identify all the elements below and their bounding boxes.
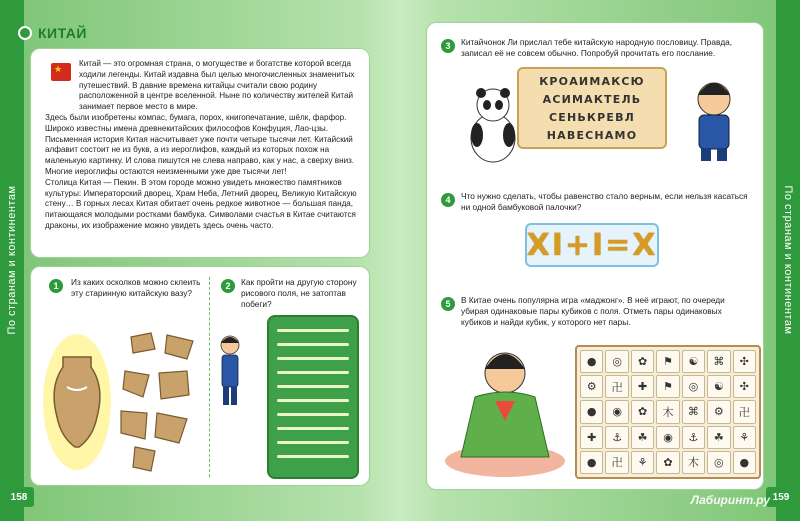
mahjong-tile[interactable]: ⚑ <box>656 375 679 398</box>
mahjong-tile[interactable]: 卍 <box>605 375 628 398</box>
page-number-right: 159 <box>766 487 796 507</box>
task-text: Что нужно сделать, чтобы равенство стало верным, если нельзя касаться ни одной бамбуковой палочки? <box>461 191 748 212</box>
mahjong-tile[interactable]: ⌘ <box>682 400 705 423</box>
mahjong-tile[interactable]: ✿ <box>631 350 654 373</box>
task-number: 3 <box>441 39 455 53</box>
mahjong-tile[interactable]: ✿ <box>631 400 654 423</box>
proverb-line: КРОАИМАКСЮ <box>539 75 645 88</box>
proverb-line: СЕНЬКРЕВЛ <box>548 111 636 124</box>
mahjong-tile[interactable]: ⚘ <box>733 426 756 449</box>
dashed-divider <box>209 277 210 477</box>
side-label-right: По странам и континентам <box>782 185 794 335</box>
proverb-line: НАВЕСНАМО <box>546 129 638 142</box>
task-text: В Китае очень популярна игра «маджонг». В неё играют, по очереди убирая одинаковые пары кубиков с поля. Отметь пары одинаковых кубиков и найди кубик, у которого нет пары. <box>461 295 725 327</box>
task-text: Китайчонок Ли прислал тебе китайскую народную пословицу. Правда, записал её не совсем обычно. Попробуй прочитать его послание. <box>461 37 733 58</box>
chinese-boy-li-illustration <box>679 75 749 165</box>
proverb-line: АСИМАКТЕЛЬ <box>542 93 642 106</box>
intro-panel <box>30 48 370 258</box>
mahjong-tile[interactable]: ✚ <box>631 375 654 398</box>
mahjong-tile[interactable]: ✣ <box>733 350 756 373</box>
mahjong-tile[interactable]: ◉ <box>605 400 628 423</box>
mahjong-tile[interactable]: ✣ <box>733 375 756 398</box>
rice-field-maze[interactable] <box>267 315 359 479</box>
vase-puzzle-illustration <box>39 327 207 477</box>
task-number: 2 <box>221 279 235 293</box>
mahjong-tile[interactable]: 卍 <box>605 451 628 474</box>
mahjong-tile[interactable]: ✚ <box>580 426 603 449</box>
mahjong-board[interactable] <box>575 345 761 479</box>
page-number-left: 158 <box>4 487 34 507</box>
intro-text <box>45 59 361 232</box>
mahjong-tile[interactable]: ⚓ <box>682 426 705 449</box>
mahjong-tile[interactable]: 木 <box>656 400 679 423</box>
bamboo-equation-box <box>525 223 659 267</box>
proverb-scroll <box>517 67 667 149</box>
mahjong-tile[interactable]: ● <box>580 350 603 373</box>
task-text: Как пройти на другую сторону рисового поля, не затоптав побеги? <box>241 277 357 309</box>
vase-shards <box>121 333 193 471</box>
mahjong-tile[interactable]: ⚙ <box>580 375 603 398</box>
boy-in-robe-illustration <box>439 343 571 483</box>
task-number: 5 <box>441 297 455 311</box>
mahjong-tile[interactable]: ◎ <box>682 375 705 398</box>
watermark: Лабиринт.ру <box>690 493 770 507</box>
mahjong-tile[interactable]: ◉ <box>656 426 679 449</box>
task-text: Из каких осколков можно склеить эту старинную китайскую вазу? <box>71 277 201 298</box>
mahjong-tile[interactable]: ● <box>580 451 603 474</box>
section-title: КИТАЙ <box>38 25 87 41</box>
mahjong-tile[interactable]: ◎ <box>707 451 730 474</box>
intro-paragraph: Столица Китая — Пекин. В этом городе можно увидеть множество памятников культуры: Императорский дворец, Храм Неба, Летний дворец, Великую Китайскую стену… В горных лесах Китая обитает очень редкое животное — большая панда, питающаяся молодыми ростками бамбука. Символами счастья в Китае считаются драконы, их изображение можно увидеть здесь очень часто. <box>45 177 357 230</box>
mahjong-tile[interactable]: ✿ <box>656 451 679 474</box>
mahjong-tile[interactable]: ◎ <box>605 350 628 373</box>
mahjong-tile[interactable]: ☯ <box>707 375 730 398</box>
right-tasks-panel <box>426 22 764 490</box>
mahjong-tile[interactable]: ☘ <box>707 426 730 449</box>
bamboo-equation: XI+I=X <box>526 227 658 263</box>
mahjong-tile[interactable]: ⌘ <box>707 350 730 373</box>
mahjong-tile[interactable]: ● <box>733 451 756 474</box>
intro-paragraph: Здесь были изобретены компас, бумага, порох, книгопечатание, шёлк, фарфор. Широко известны имена древнекитайских философов Конфуция, Лао-цзы. Письменная история Китая насчитывает уже почти четыре тысячи лет. Китайский алфавит состоит не из букв, а из иероглифов, каждый из которых похож на маленькую картинку. И слова пишутся не слева направо, как у нас, а сверху вниз. Многие иероглифы остаются неизменными уже две тысячи лет! <box>45 112 355 176</box>
task-number: 4 <box>441 193 455 207</box>
panda-illustration <box>463 83 523 163</box>
tasks-panel-left <box>30 266 370 486</box>
mahjong-tile[interactable]: 木 <box>682 451 705 474</box>
mahjong-tile[interactable]: ⚓ <box>605 426 628 449</box>
intro-paragraph: Китай — это огромная страна, о могуществе и богатстве которой всегда ходили легенды. Китай издавна был целью многочисленных знаменитых путешествий. В давние времена китайцы считали свою родину расположенной в центре вселенной. Ныне по количеству жителей Китай занимает первое место в мире. <box>79 59 355 112</box>
mahjong-tile[interactable]: ☯ <box>682 350 705 373</box>
mahjong-tile[interactable]: ☘ <box>631 426 654 449</box>
mahjong-tile[interactable]: 卍 <box>733 400 756 423</box>
mahjong-tile[interactable]: ● <box>580 400 603 423</box>
mahjong-tile[interactable]: ⚑ <box>656 350 679 373</box>
mahjong-tile[interactable]: ⚙ <box>707 400 730 423</box>
side-label-left: По странам и континентам <box>6 185 18 335</box>
section-title-bar <box>18 22 87 44</box>
china-flag-icon: ★ <box>51 63 71 81</box>
title-bullet-icon <box>18 26 32 40</box>
task-number: 1 <box>49 279 63 293</box>
mahjong-tile[interactable]: ⚘ <box>631 451 654 474</box>
boy-figure-illustration <box>215 333 245 413</box>
